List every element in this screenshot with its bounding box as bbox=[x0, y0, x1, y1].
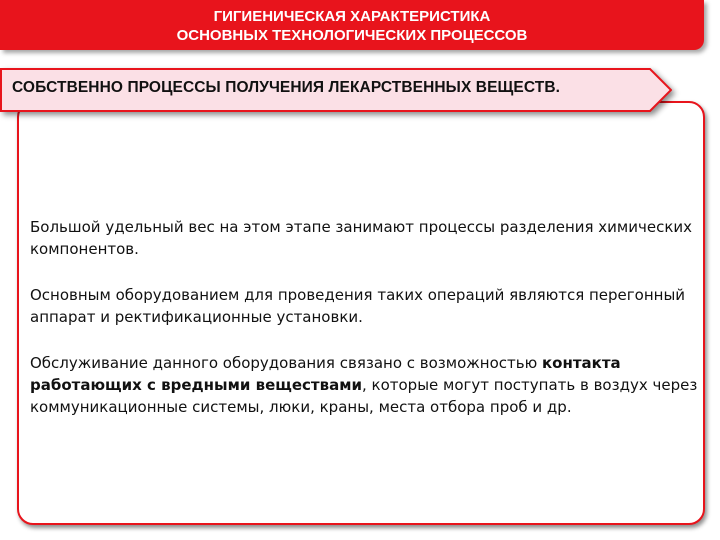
section-banner-title: СОБСТВЕННО ПРОЦЕССЫ ПОЛУЧЕНИЯ ЛЕКАРСТВЕННЫХ ВЕЩЕСТВ. bbox=[12, 79, 561, 96]
paragraph-3-emphasis: контакта работающих с вредными веществами bbox=[30, 354, 621, 394]
paragraph-3-text-before: Обслуживание данного оборудования связано с возможностью bbox=[30, 354, 542, 372]
paragraph-1: Большой удельный вес на этом этапе занимают процессы разделения химических компонентов. bbox=[30, 218, 693, 258]
paragraph-list bbox=[30, 216, 698, 442]
header-title-line-2: ОСНОВНЫХ ТЕХНОЛОГИЧЕСКИХ ПРОЦЕССОВ bbox=[176, 27, 528, 44]
section-banner bbox=[0, 68, 672, 112]
paragraph-3-text-after: , которые могут поступать в воздух через коммуникационные системы, люки, краны, места отбора проб и др. bbox=[30, 376, 698, 416]
header-title-line-1: ГИГИЕНИЧЕСКАЯ ХАРАКТЕРИСТИКА bbox=[213, 8, 491, 25]
paragraph-3 bbox=[30, 352, 698, 418]
header-bar bbox=[0, 0, 704, 50]
paragraph-2: Основным оборудованием для проведения таких операций являются перегонный аппарат и ректификационные установки. bbox=[30, 286, 686, 326]
